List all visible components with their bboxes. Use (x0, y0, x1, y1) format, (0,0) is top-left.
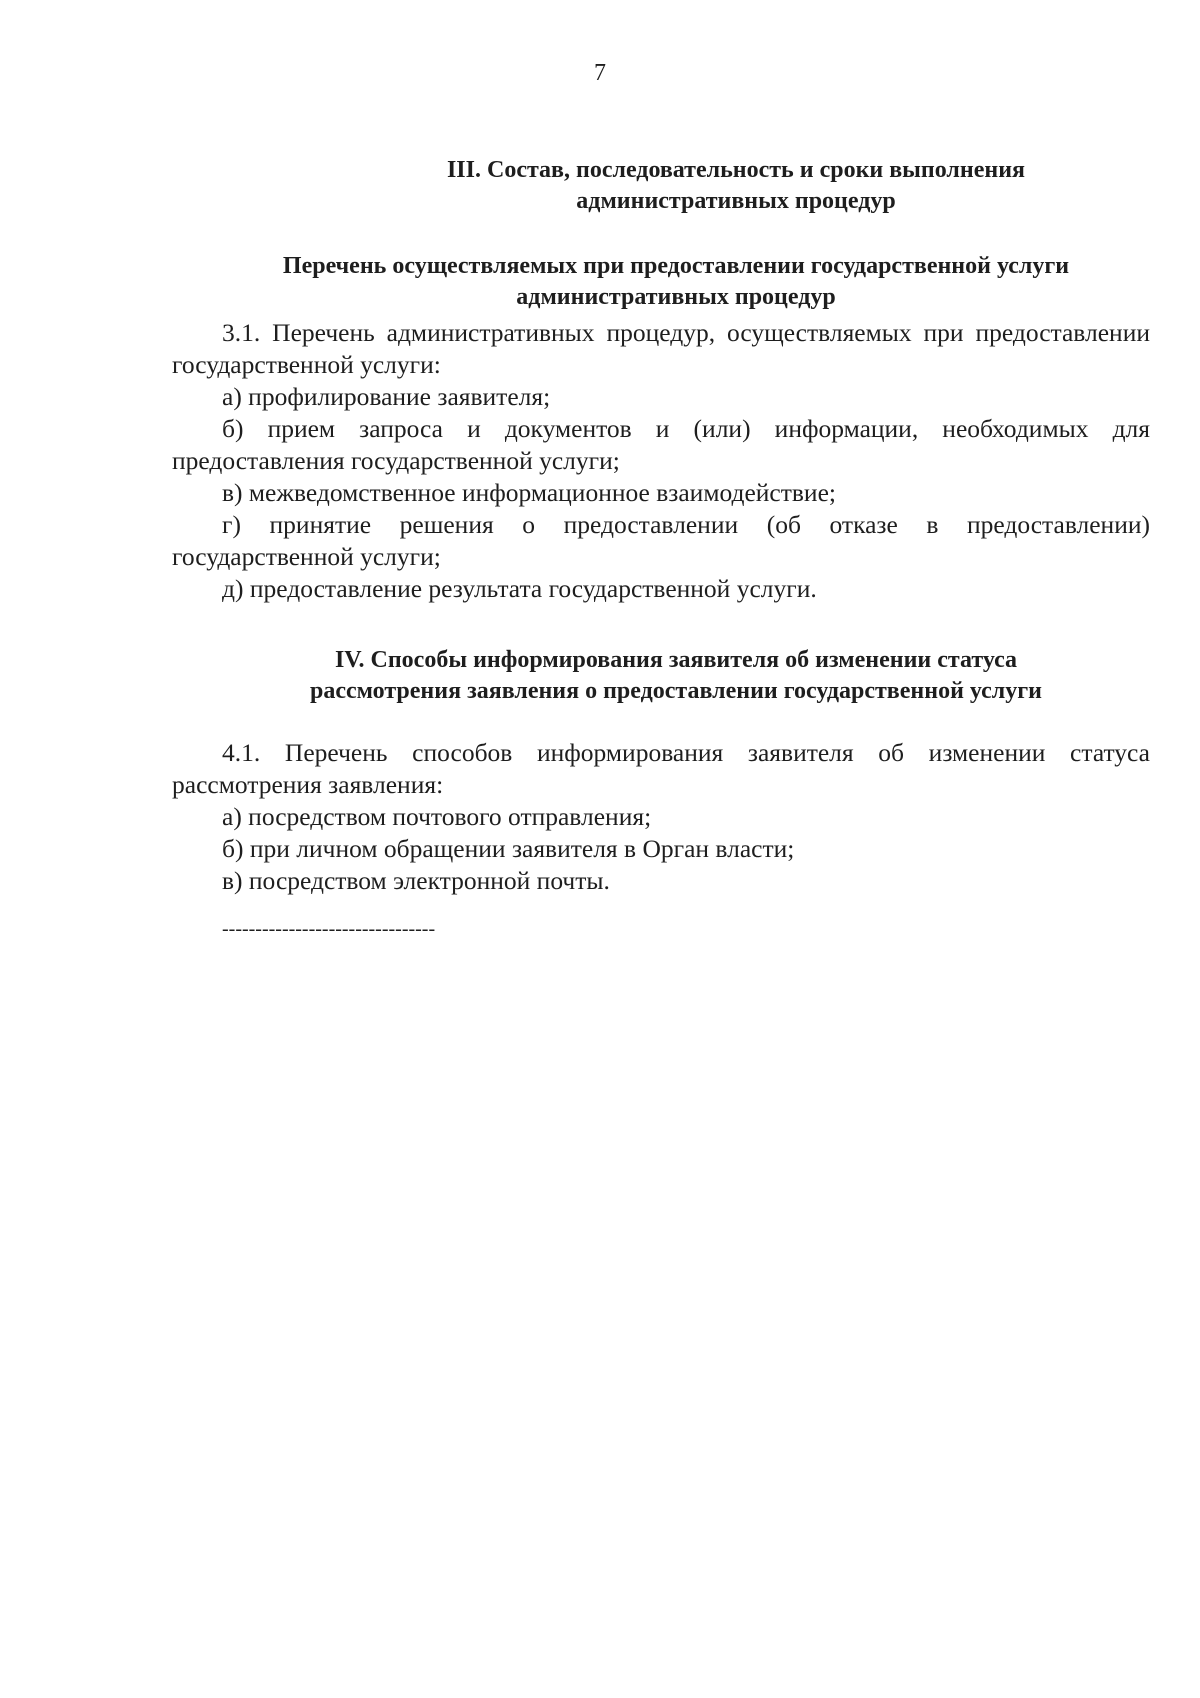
procedure-item: г) принятие решения о предоставлении (об отказе в предоставлении) государственной услуги; (172, 510, 1150, 571)
section-4-heading-line-1: IV. Способы информирования заявителя об изменении статуса (334, 647, 1018, 673)
page-content (172, 155, 1150, 941)
procedures-list-heading-line-2: административных процедур (516, 284, 836, 310)
procedure-item: в) межведомственное информационное взаимодействие; (222, 478, 836, 507)
section-3-heading-line-1: III. Состав, последовательность и сроки выполнения (446, 157, 1026, 183)
procedure-item: а) профилирование заявителя; (222, 382, 551, 411)
notification-method-item: б) при личном обращении заявителя в Орган власти; (222, 834, 795, 863)
procedure-item: б) прием запроса и документов и (или) информации, необходимых для предоставления государственной услуги; (172, 414, 1150, 475)
section-4-heading (172, 645, 1150, 707)
section-3-heading-line-2: административных процедур (576, 188, 896, 214)
procedure-item: д) предоставление результата государственной услуги. (222, 574, 817, 603)
procedures-list-heading-line-1: Перечень осуществляемых при предоставлении государственной услуги (282, 253, 1070, 279)
notification-method-item: в) посредством электронной почты. (222, 866, 610, 895)
section-4-heading-line-2: рассмотрения заявления о предоставлении государственной услуги (309, 678, 1042, 704)
end-of-document-line: -------------------------------- (222, 918, 436, 940)
notification-method-item: а) посредством почтового отправления; (222, 802, 652, 831)
clause-3-1-intro: 3.1. Перечень административных процедур, осуществляемых при предоставлении государственной услуги: (172, 318, 1150, 379)
page-number: 7 (594, 60, 606, 86)
section-3-heading (172, 155, 1150, 217)
procedures-list-heading (172, 251, 1150, 313)
clause-4-1-intro: 4.1. Перечень способов информирования заявителя об изменении статуса рассмотрения заявления: (172, 738, 1150, 799)
